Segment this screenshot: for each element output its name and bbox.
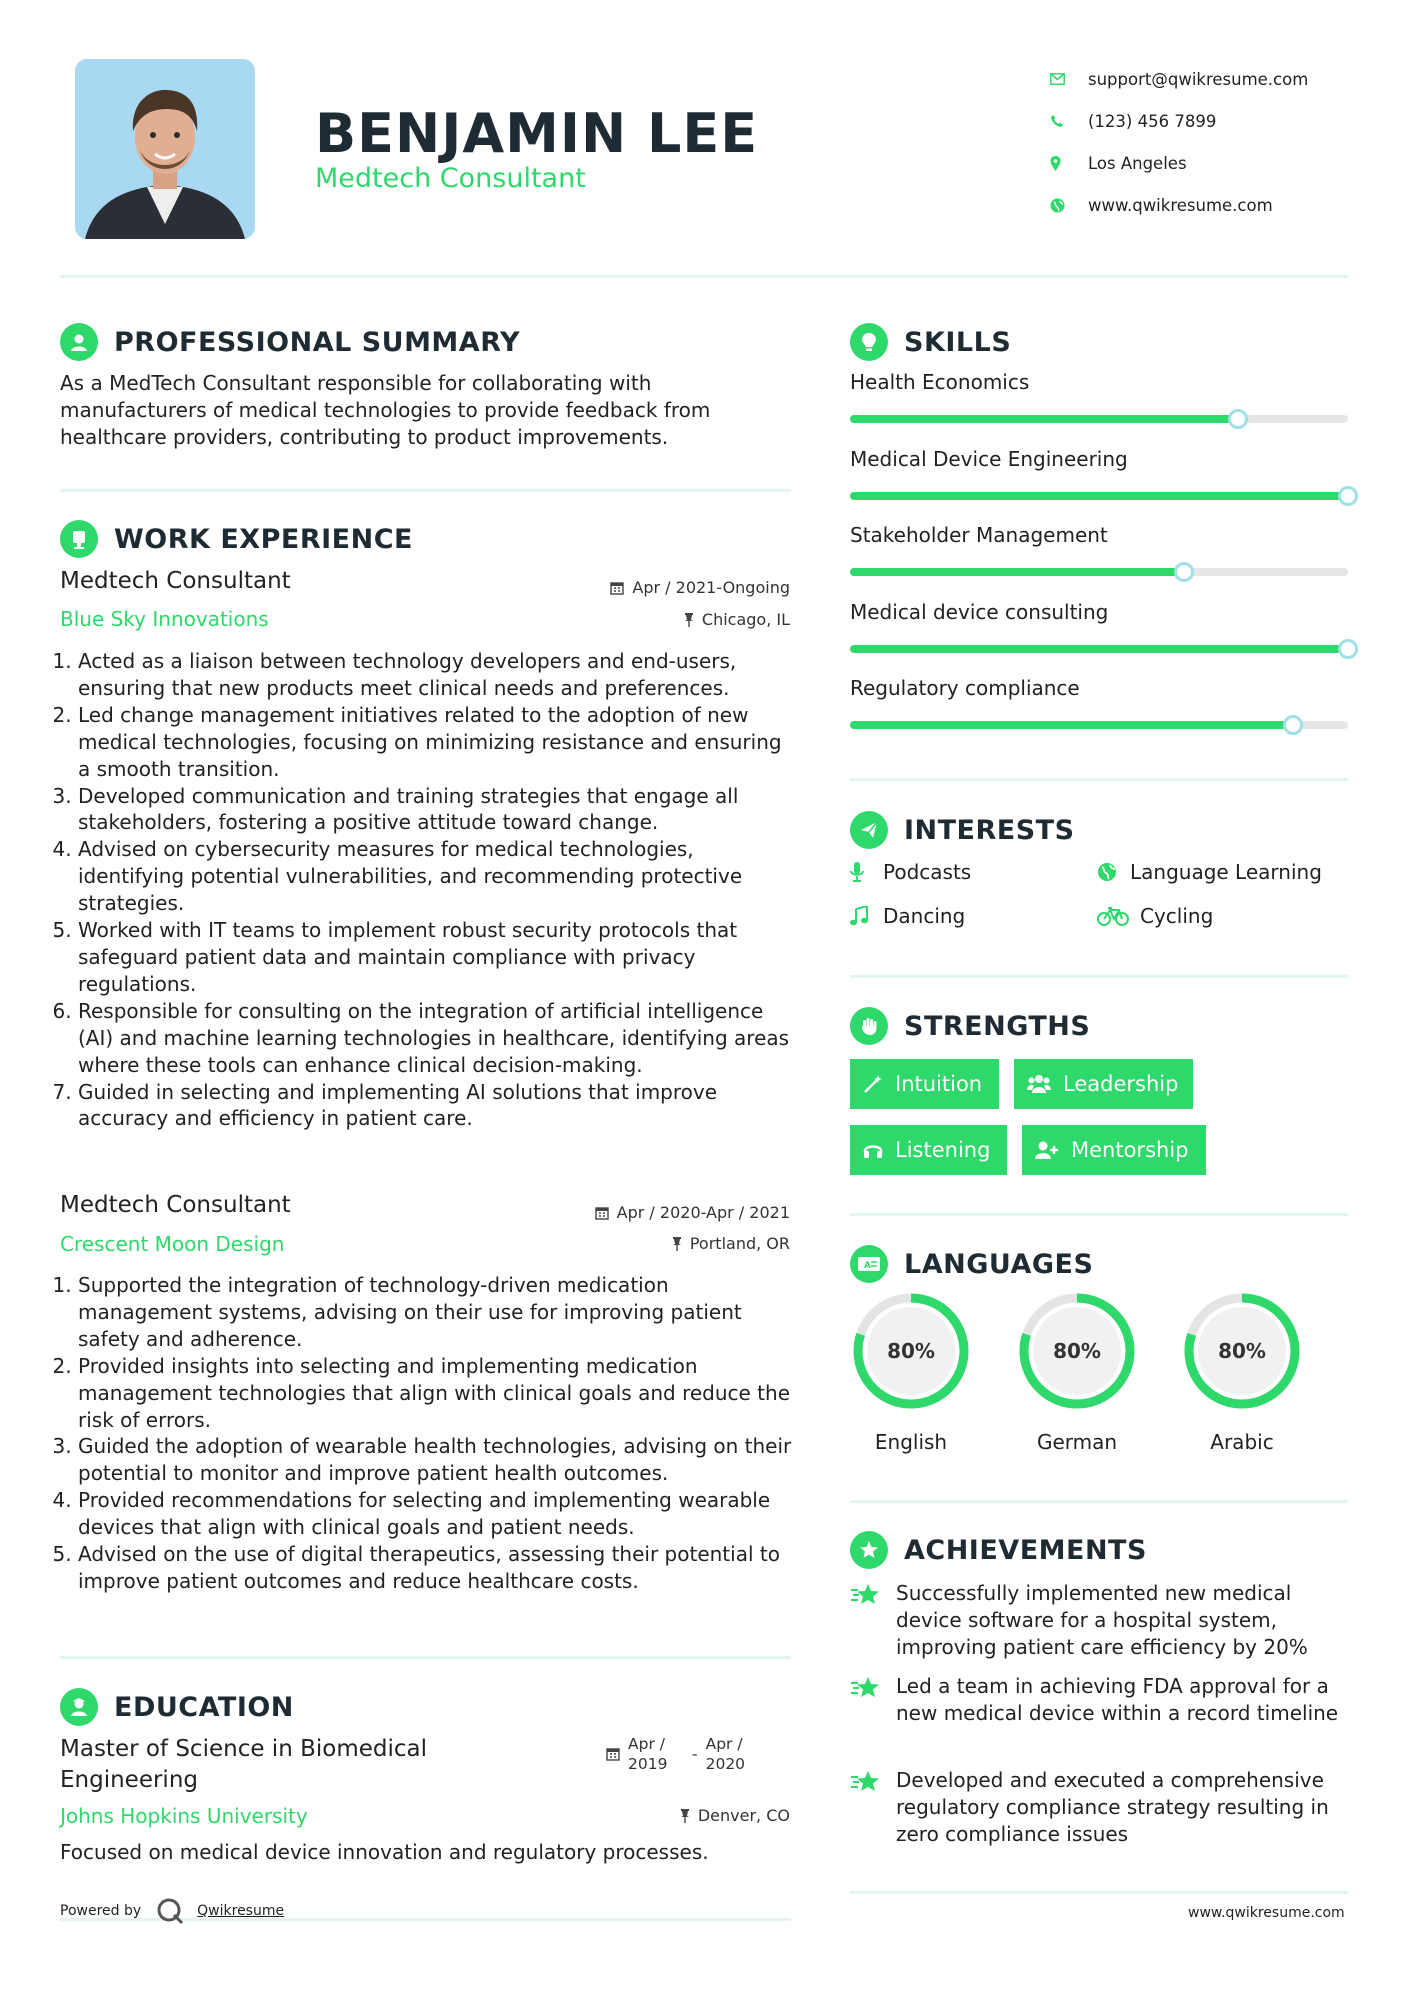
job-2-title: Medtech Consultant <box>60 1192 291 1218</box>
skill-bar-fill <box>850 721 1293 729</box>
contact-block <box>1050 58 1308 226</box>
globe-icon <box>1097 862 1130 882</box>
strengths-divider <box>850 1213 1348 1216</box>
interest-cycling <box>1097 904 1213 928</box>
job-1-duty-5: 5. Worked with IT teams to implement robust security protocols that safeguard patient data and maintain compliance with privacy regulations. <box>78 917 796 998</box>
interest-podcasts <box>850 860 971 884</box>
strength-mentorship-label: Mentorship <box>1071 1138 1189 1162</box>
achievement-3-text: Developed and executed a comprehensive regulatory compliance strategy resulting in zero compliance issues <box>896 1768 1329 1846</box>
interest-dancing <box>850 904 965 928</box>
contact-phone-text: (123) 456 7899 <box>1088 111 1217 131</box>
skill-bar-knob <box>1338 639 1358 659</box>
calendar-icon <box>610 581 624 595</box>
interest-language-learning <box>1097 860 1322 884</box>
skill-name: Medical device consulting <box>850 599 1109 624</box>
skill-bar <box>850 492 1348 500</box>
job-2-duty-3: 3. Guided the adoption of wearable health technologies, advising on their potential to monitor and improve patient health outcomes. <box>78 1433 796 1487</box>
star-icon <box>850 1580 896 1661</box>
job-1-duty-3: 3. Developed communication and training strategies that engage all stakeholders, fostering a positive attitude toward change. <box>78 783 796 837</box>
education-location <box>680 1806 790 1825</box>
strength-intuition-label: Intuition <box>895 1072 983 1096</box>
strengths-title: STRENGTHS <box>904 1010 1091 1042</box>
job-1-duty-1: 1. Acted as a liaison between technology developers and end-users, ensuring that new products meet clinical needs and preferences. <box>78 648 796 702</box>
skill-name: Health Economics <box>850 370 1030 394</box>
magic-wand-icon <box>863 1074 883 1094</box>
bicycle-icon <box>1097 906 1140 926</box>
user-icon <box>60 323 98 361</box>
achievement-1-text: Successfully implemented new medical device software for a hospital system, improving patient care efficiency by 20% <box>896 1581 1308 1659</box>
language-percent: 80% <box>1053 1339 1101 1363</box>
contact-email[interactable] <box>1050 58 1308 100</box>
contact-phone[interactable] <box>1050 100 1308 142</box>
skill-bar <box>850 645 1348 653</box>
contact-location-text: Los Angeles <box>1088 153 1187 173</box>
language-name: English <box>874 1430 948 1454</box>
job-2-location <box>672 1234 790 1253</box>
achievement-3 <box>850 1767 1356 1848</box>
headphones-icon <box>863 1141 883 1159</box>
strength-leadership <box>1014 1059 1193 1109</box>
pushpin-icon <box>672 1237 682 1251</box>
skills-heading <box>850 323 1011 361</box>
education-degree: Master of Science in Biomedical Engineering <box>60 1736 428 1793</box>
education-title: EDUCATION <box>114 1691 294 1723</box>
job-1-company: Blue Sky Innovations <box>60 607 269 631</box>
skill-bar <box>850 415 1348 423</box>
strength-intuition <box>850 1059 999 1109</box>
contact-location <box>1050 142 1308 184</box>
job-2-company: Crescent Moon Design <box>60 1232 285 1256</box>
experience-divider <box>60 1656 791 1659</box>
star-icon <box>850 1767 896 1848</box>
language-percent: 80% <box>1218 1339 1266 1363</box>
languages-divider <box>850 1500 1348 1503</box>
job-1-location <box>684 610 790 629</box>
skill-bar-fill <box>850 568 1184 576</box>
job-1-dates <box>610 578 790 597</box>
summary-divider <box>60 489 791 492</box>
language-percent: 80% <box>887 1339 935 1363</box>
languages-title: LANGUAGES <box>904 1248 1094 1280</box>
header-divider <box>60 275 1348 278</box>
education-dates <box>606 1734 762 1774</box>
summary-title: PROFESSIONAL SUMMARY <box>114 326 521 358</box>
calendar-icon <box>595 1206 609 1220</box>
education-description: Focused on medical device innovation and regulatory processes. <box>60 1840 709 1864</box>
job-2-duties <box>60 1272 796 1595</box>
job-1-duties <box>60 648 796 1132</box>
interest-language-learning-label: Language Learning <box>1130 860 1322 884</box>
experience-title: WORK EXPERIENCE <box>114 523 413 555</box>
strength-leadership-label: Leadership <box>1063 1072 1179 1096</box>
education-date-dash: - <box>692 1745 698 1763</box>
skill-bar-knob <box>1228 409 1248 429</box>
skill-bar <box>850 721 1348 729</box>
strength-listening <box>850 1125 1007 1175</box>
skill-bar <box>850 568 1348 576</box>
candidate-name: BENJAMIN LEE <box>315 102 759 165</box>
summary-heading <box>60 323 520 361</box>
education-heading <box>60 1688 294 1726</box>
strength-mentorship <box>1022 1125 1206 1175</box>
hand-icon <box>850 1007 888 1045</box>
microphone-icon <box>850 862 883 882</box>
job-2-dates <box>595 1203 790 1222</box>
envelope-icon <box>1050 73 1088 85</box>
skill-bar-knob <box>1174 562 1194 582</box>
job-2-duty-2: 2. Provided insights into selecting and implementing medication management technologies that align with clinical goals and reduce the risk of errors. <box>78 1353 796 1434</box>
strength-listening-label: Listening <box>895 1138 991 1162</box>
briefcase-icon <box>60 520 98 558</box>
skill-name: Stakeholder Management <box>850 523 1108 547</box>
languages-heading <box>850 1245 1093 1283</box>
achievements-divider <box>850 1891 1348 1894</box>
map-pin-icon <box>1050 156 1088 171</box>
skill-bar-fill <box>850 492 1348 500</box>
achievements-title: ACHIEVEMENTS <box>904 1534 1147 1566</box>
language-item <box>850 1290 972 1454</box>
candidate-title: Medtech Consultant <box>315 163 586 194</box>
experience-heading <box>60 520 413 558</box>
language-ring <box>850 1290 972 1412</box>
footer-brand-link[interactable]: Qwikresume <box>197 1903 285 1919</box>
language-ring <box>1181 1290 1303 1412</box>
contact-website-text: www.qwikresume.com <box>1088 195 1273 215</box>
star-icon <box>850 1673 896 1727</box>
contact-email-text: support@qwikresume.com <box>1088 69 1309 89</box>
music-note-icon <box>850 906 883 926</box>
footer-powered <box>60 1896 284 1926</box>
pushpin-icon <box>680 1809 690 1823</box>
job-2-duty-4: 4. Provided recommendations for selecting and implementing wearable devices that align with clinical goals and patient needs. <box>78 1487 796 1541</box>
job-1-duty-2: 2. Led change management initiatives related to the adoption of new medical technologies, focusing on minimizing resistance and ensuring a smooth transition. <box>78 702 796 783</box>
paper-plane-icon <box>850 811 888 849</box>
svg-text:A: A <box>864 1261 871 1271</box>
job-1-dates-text: Apr / 2021-Ongoing <box>632 578 790 597</box>
summary-text: As a MedTech Consultant responsible for collaborating with manufacturers of medical technologies to provide feedback from healthcare providers, contributing to product improvements. <box>60 371 711 449</box>
pushpin-icon <box>684 613 694 627</box>
job-1-duty-6: 6. Responsible for consulting on the integration of artificial intelligence (AI) and machine learning technologies in healthcare, identifying areas where these tools can enhance clinical decision-making. <box>78 998 796 1079</box>
job-1-location-text: Chicago, IL <box>701 610 790 629</box>
education-location-text: Denver, CO <box>697 1806 790 1825</box>
strengths-heading <box>850 1007 1090 1045</box>
skill-bar-knob <box>1283 715 1303 735</box>
job-2-dates-text: Apr / 2020-Apr / 2021 <box>616 1203 790 1222</box>
skill-name: Regulatory compliance <box>850 676 1080 700</box>
education-end: Apr / 2020 <box>705 1735 746 1773</box>
achievements-heading <box>850 1531 1147 1569</box>
lightbulb-icon <box>850 323 888 361</box>
interest-podcasts-label: Podcasts <box>883 860 972 884</box>
job-1-duty-7: 7. Guided in selecting and implementing AI solutions that improve accuracy and efficiency in patient care. <box>78 1079 796 1133</box>
education-start: Apr / 2019 <box>628 1735 668 1773</box>
interest-dancing-label: Dancing <box>883 904 966 928</box>
graduation-icon <box>60 1688 98 1726</box>
phone-icon <box>1050 114 1088 128</box>
job-1-duty-4: 4. Advised on cybersecurity measures for medical technologies, identifying potential vulnerabilities, and recommending protective strategies. <box>78 836 796 917</box>
globe-icon <box>1050 198 1088 213</box>
achievement-2-text: Led a team in achieving FDA approval for a new medical device within a record timeline <box>896 1674 1339 1725</box>
language-item <box>1181 1290 1303 1454</box>
education-school: Johns Hopkins University <box>60 1804 308 1828</box>
skills-title: SKILLS <box>904 326 1012 358</box>
skill-name: Medical Device Engineering <box>850 446 1128 471</box>
interests-divider <box>850 975 1348 978</box>
language-ring <box>1016 1290 1138 1412</box>
language-name: German <box>1036 1430 1118 1454</box>
interest-cycling-label: Cycling <box>1140 904 1214 928</box>
skill-bar-knob <box>1338 486 1358 506</box>
language-item <box>1016 1290 1138 1454</box>
interests-heading <box>850 811 1075 849</box>
interests-title: INTERESTS <box>904 814 1075 846</box>
profile-photo <box>75 59 255 239</box>
skill-bar-fill <box>850 415 1238 423</box>
achievement-2 <box>850 1673 1356 1727</box>
job-2-duty-5: 5. Advised on the use of digital therapeutics, assessing their potential to improve patient outcomes and reduce healthcare costs. <box>78 1541 796 1595</box>
skill-bar-fill <box>850 645 1348 653</box>
users-icon <box>1027 1074 1051 1094</box>
skills-divider <box>850 778 1348 781</box>
calendar-icon <box>606 1747 620 1761</box>
footer-powered-label: Powered by <box>60 1903 142 1919</box>
language-card-icon <box>850 1245 888 1283</box>
achievement-1 <box>850 1580 1356 1661</box>
job-2-location-text: Portland, OR <box>689 1234 790 1253</box>
trophy-icon <box>850 1531 888 1569</box>
user-plus-icon <box>1035 1140 1059 1160</box>
job-1-title: Medtech Consultant <box>60 568 291 594</box>
qwikresume-logo-icon <box>155 1896 185 1926</box>
language-name: Arabic <box>1210 1430 1274 1454</box>
footer-website[interactable]: www.qwikresume.com <box>1188 1905 1345 1921</box>
job-2-duty-1: 1. Supported the integration of technology-driven medication management systems, advising on their use for improving patient safety and adherence. <box>78 1272 796 1353</box>
contact-website[interactable] <box>1050 184 1308 226</box>
